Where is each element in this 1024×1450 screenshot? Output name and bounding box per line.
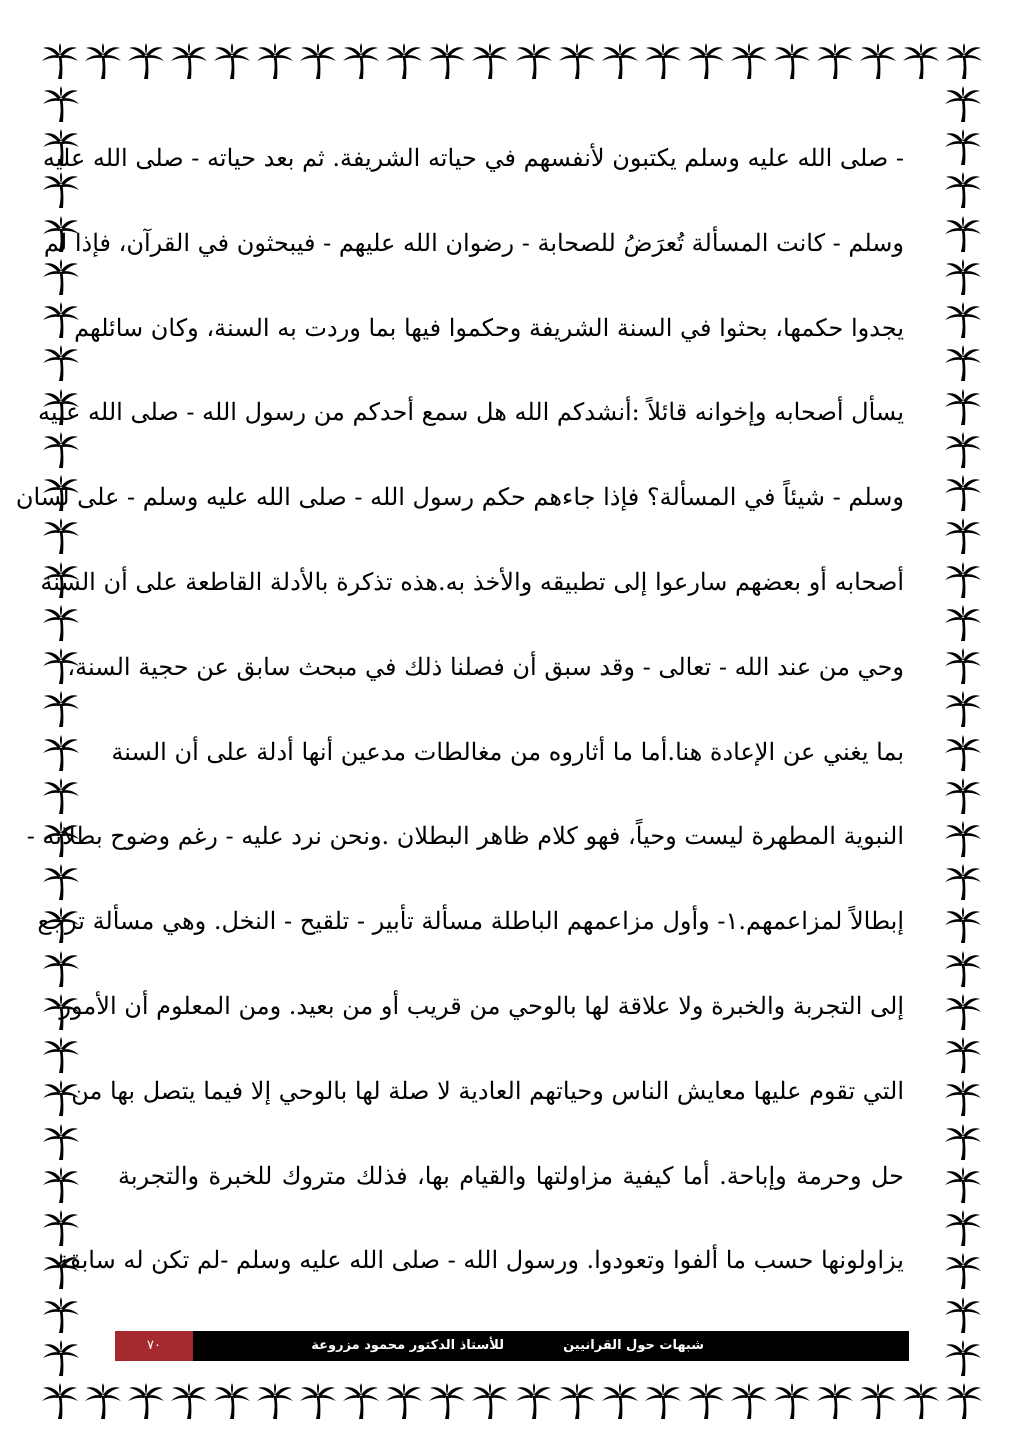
palm-tree-icon <box>943 170 983 210</box>
text-line-10: إبطالاً لمزاعمهم.١- وأول مزاعمهم الباطلة مسألة تأبير - تلقيح - النخل. وهي مسألة ترجع <box>37 907 904 936</box>
palm-tree-icon <box>557 41 597 81</box>
text-line-2: وسلم - كانت المسألة تُعرَضُ للصحابة - رضوان الله عليهم - فيبحثون في القرآن، فإذا لم <box>43 228 904 257</box>
palm-tree-icon <box>815 1381 855 1421</box>
palm-tree-icon <box>41 733 81 773</box>
palm-tree-icon <box>600 41 640 81</box>
body-text <box>15 116 904 1303</box>
palm-tree-icon <box>943 127 983 167</box>
text-line-9: النبوية المطهرة ليست وحياً، فهو كلام ظاهر البطلان .ونحن نرد عليه - رغم وضوح بطلانه - <box>26 822 904 851</box>
palm-tree-icon <box>298 1381 338 1421</box>
palm-tree-icon <box>40 41 80 81</box>
palm-tree-icon <box>470 1381 510 1421</box>
palm-tree-icon <box>943 905 983 945</box>
palm-tree-icon <box>557 1381 597 1421</box>
palm-tree-icon <box>943 473 983 513</box>
palm-tree-icon <box>212 41 252 81</box>
palm-tree-icon <box>686 1381 726 1421</box>
palm-tree-icon <box>427 41 467 81</box>
top-palm-border <box>40 38 984 84</box>
text-line-13: حل وحرمة وإباحة. أما كيفية مزاولتها والقيام بها، فذلك متروك للخبرة والتجربة <box>118 1161 904 1190</box>
palm-tree-icon <box>341 41 381 81</box>
right-palm-border <box>940 84 986 1378</box>
palm-tree-icon <box>943 1078 983 1118</box>
book-title: شبهات حول القرانيين <box>563 1338 704 1353</box>
page-number: ٧٠ <box>115 1331 193 1361</box>
palm-tree-icon <box>858 41 898 81</box>
palm-tree-icon <box>470 41 510 81</box>
palm-tree-icon <box>943 1251 983 1291</box>
text-line-8: بما يغني عن الإعادة هنا.أما ما أثاروه من مغالطات مدعين أنها أدلة على أن السنة <box>111 737 904 766</box>
palm-tree-icon <box>384 1381 424 1421</box>
palm-tree-icon <box>643 41 683 81</box>
palm-tree-icon <box>729 1381 769 1421</box>
palm-tree-icon <box>643 1381 683 1421</box>
palm-tree-icon <box>943 560 983 600</box>
palm-tree-icon <box>943 819 983 859</box>
text-line-14: يزاولونها حسب ما ألفوا وتعودوا. ورسول الله - صلى الله عليه وسلم -لم تكن له سابقة <box>56 1246 904 1275</box>
palm-tree-icon <box>943 862 983 902</box>
palm-tree-icon <box>384 41 424 81</box>
palm-tree-icon <box>943 776 983 816</box>
palm-tree-icon <box>212 1381 252 1421</box>
palm-tree-icon <box>943 949 983 989</box>
palm-tree-icon <box>83 1381 123 1421</box>
palm-tree-icon <box>943 1035 983 1075</box>
palm-tree-icon <box>943 603 983 643</box>
palm-tree-icon <box>943 84 983 124</box>
palm-tree-icon <box>943 646 983 686</box>
palm-tree-icon <box>169 41 209 81</box>
palm-tree-icon <box>901 41 941 81</box>
text-line-4: يسأل أصحابه وإخوانه قائلاً :أنشدكم الله هل سمع أحدكم من رسول الله - صلى الله عليه <box>38 398 904 427</box>
palm-tree-icon <box>341 1381 381 1421</box>
text-line-11: إلى التجربة والخبرة ولا علاقة لها بالوحي من قريب أو من بعيد. ومن المعلوم أن الأمور <box>59 991 904 1020</box>
palm-tree-icon <box>943 733 983 773</box>
palm-tree-icon <box>858 1381 898 1421</box>
palm-tree-icon <box>126 41 166 81</box>
palm-tree-icon <box>943 430 983 470</box>
palm-tree-icon <box>943 1208 983 1248</box>
palm-tree-icon <box>943 689 983 729</box>
palm-tree-icon <box>944 41 984 81</box>
palm-tree-icon <box>255 41 295 81</box>
text-line-3: يجدوا حكمها، بحثوا في السنة الشريفة وحكموا فيها بما وردت به السنة، وكان سائلهم <box>74 313 904 342</box>
text-line-7: وحي من عند الله - تعالى - وقد سبق أن فصلنا ذلك في مبحث سابق عن حجية السنة، <box>67 652 904 681</box>
palm-tree-icon <box>41 1338 81 1378</box>
bottom-palm-border <box>40 1378 984 1424</box>
palm-tree-icon <box>169 1381 209 1421</box>
palm-tree-icon <box>943 343 983 383</box>
palm-tree-icon <box>943 257 983 297</box>
author-credit: للأستاذ الدكتور محمود مزروعة <box>311 1338 504 1353</box>
palm-tree-icon <box>729 41 769 81</box>
palm-tree-icon <box>944 1381 984 1421</box>
palm-tree-icon <box>943 516 983 556</box>
text-line-5: وسلم - شيئاً في المسألة؟ فإذا جاءهم حكم رسول الله - صلى الله عليه وسلم - على لسان <box>15 483 904 512</box>
palm-tree-icon <box>943 300 983 340</box>
palm-tree-icon <box>514 1381 554 1421</box>
palm-tree-icon <box>40 1381 80 1421</box>
palm-tree-icon <box>514 41 554 81</box>
palm-tree-icon <box>901 1381 941 1421</box>
text-line-12: التي تقوم عليها معايش الناس وحياتهم العادية لا صلة لها بالوحي إلا فيما يتصل بها من <box>71 1076 904 1105</box>
palm-tree-icon <box>943 214 983 254</box>
text-line-6: أصحابه أو بعضهم سارعوا إلى تطبيقه والأخذ به.هذه تذكرة بالأدلة القاطعة على أن السنة <box>40 567 904 596</box>
palm-tree-icon <box>943 1165 983 1205</box>
palm-tree-icon <box>943 387 983 427</box>
palm-tree-icon <box>943 1295 983 1335</box>
palm-tree-icon <box>943 1338 983 1378</box>
palm-tree-icon <box>943 992 983 1032</box>
palm-tree-icon <box>41 1165 81 1205</box>
text-line-1: - صلى الله عليه وسلم يكتبون لأنفسهم في حياته الشريفة. ثم بعد حياته - صلى الله عليه <box>42 144 904 172</box>
footer-bar <box>115 1331 909 1361</box>
palm-tree-icon <box>815 41 855 81</box>
palm-tree-icon <box>255 1381 295 1421</box>
palm-tree-icon <box>772 41 812 81</box>
palm-tree-icon <box>298 41 338 81</box>
palm-tree-icon <box>686 41 726 81</box>
palm-tree-icon <box>772 1381 812 1421</box>
palm-tree-icon <box>83 41 123 81</box>
palm-tree-icon <box>427 1381 467 1421</box>
palm-tree-icon <box>126 1381 166 1421</box>
palm-tree-icon <box>600 1381 640 1421</box>
palm-tree-icon <box>943 1122 983 1162</box>
